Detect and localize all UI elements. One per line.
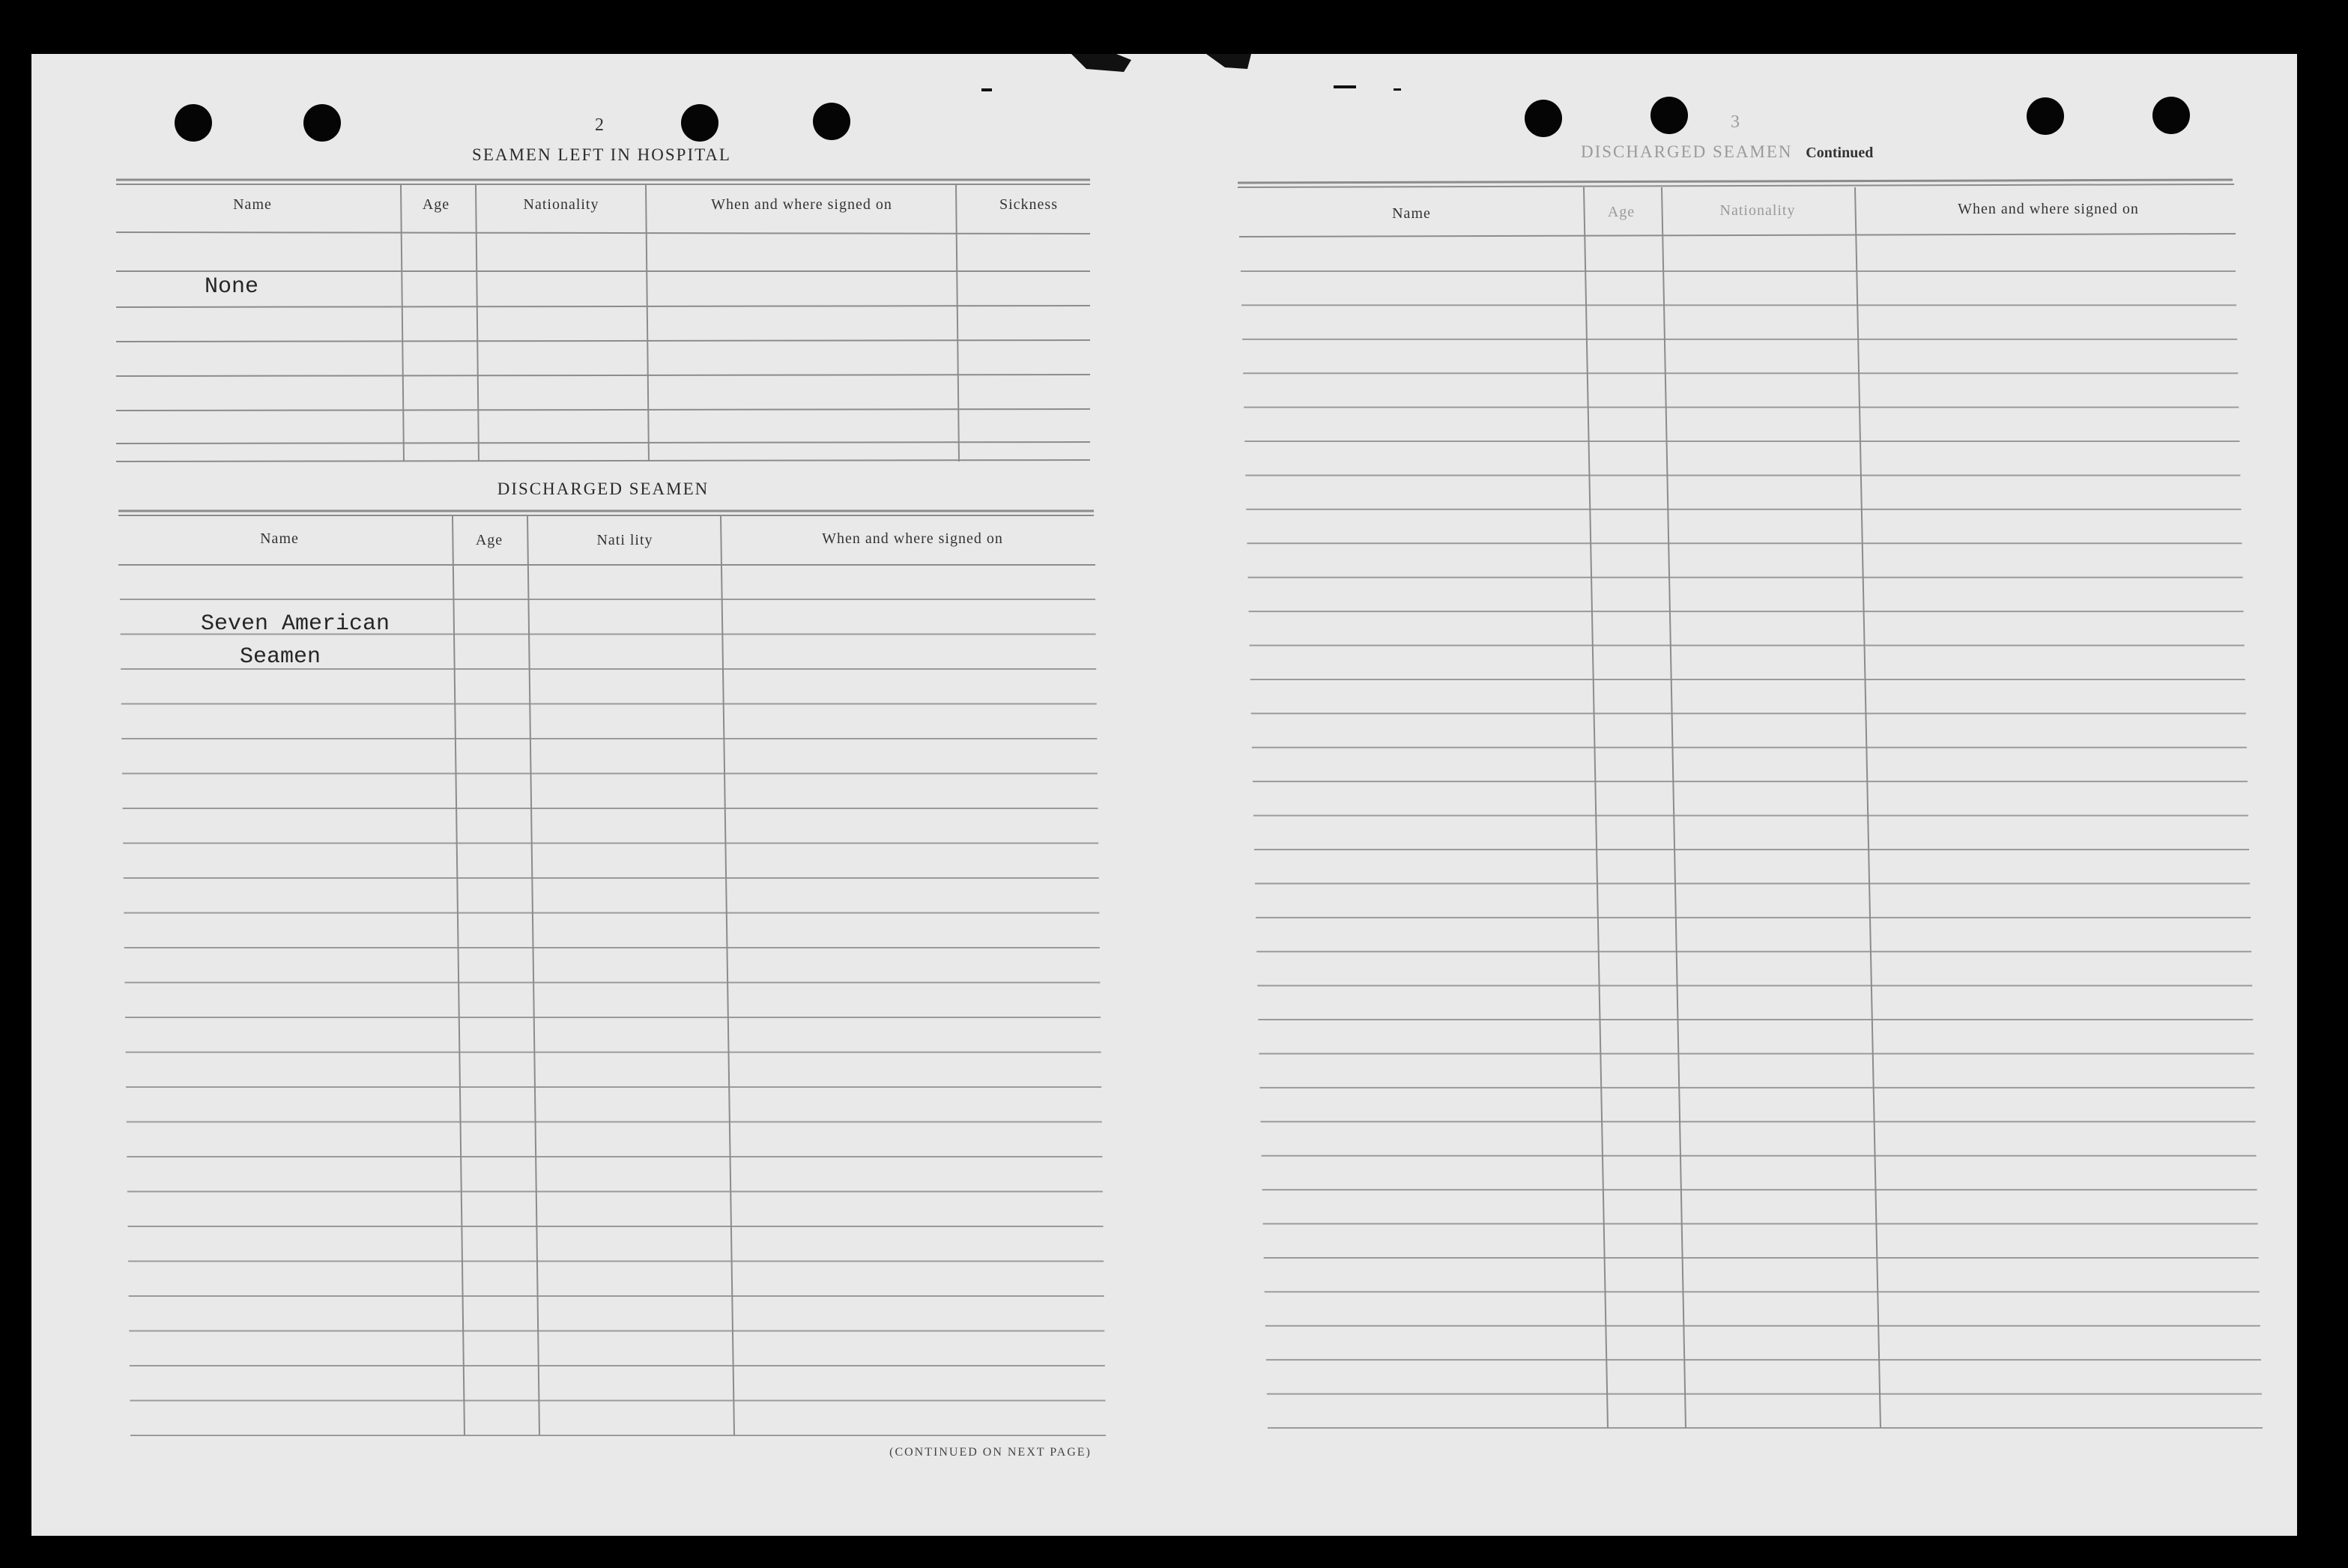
punch-hole <box>813 103 850 140</box>
continued-col-signed-on: When and where signed on <box>1958 201 2139 217</box>
punch-hole <box>2027 97 2064 135</box>
right-section-title-suffix: Continued <box>1806 145 1874 161</box>
continued-col-name: Name <box>1392 205 1431 222</box>
right-section-title-text: DISCHARGED SEAMEN <box>1581 142 1793 161</box>
right-section-title <box>1581 142 1873 162</box>
punch-hole <box>1525 100 1562 137</box>
discharged-entry-line-1: Seven American <box>200 611 390 637</box>
discharged-col-signed-on: When and where signed on <box>822 530 1003 547</box>
discharged-col-name: Name <box>260 530 299 547</box>
discharged-entry-line-2: Seamen <box>239 644 321 670</box>
left-page-number: 2 <box>595 115 604 135</box>
hospital-section-title: SEAMEN LEFT IN HOSPITAL <box>472 145 731 164</box>
punch-hole <box>681 104 718 142</box>
discharged-col-nationality: Nati lity <box>596 532 653 548</box>
hospital-entry-name: None <box>205 274 259 300</box>
hospital-col-age: Age <box>422 196 450 213</box>
hospital-col-nationality: Nationality <box>523 196 599 213</box>
punch-hole <box>303 104 341 142</box>
paper-sheet <box>31 54 2297 1536</box>
continued-col-nationality: Nationality <box>1719 202 1796 219</box>
punch-hole <box>2152 97 2190 134</box>
punch-hole <box>175 104 212 142</box>
right-page-number: 3 <box>1731 112 1740 132</box>
punch-hole <box>1650 97 1688 134</box>
hospital-col-signed-on: When and where signed on <box>711 196 892 213</box>
discharged-section-title: DISCHARGED SEAMEN <box>497 479 709 498</box>
continued-footer: (CONTINUED ON NEXT PAGE) <box>889 1446 1092 1459</box>
hospital-col-name: Name <box>233 196 272 213</box>
discharged-col-age: Age <box>475 532 503 548</box>
hospital-col-sickness: Sickness <box>999 196 1058 213</box>
continued-col-age: Age <box>1607 204 1636 220</box>
